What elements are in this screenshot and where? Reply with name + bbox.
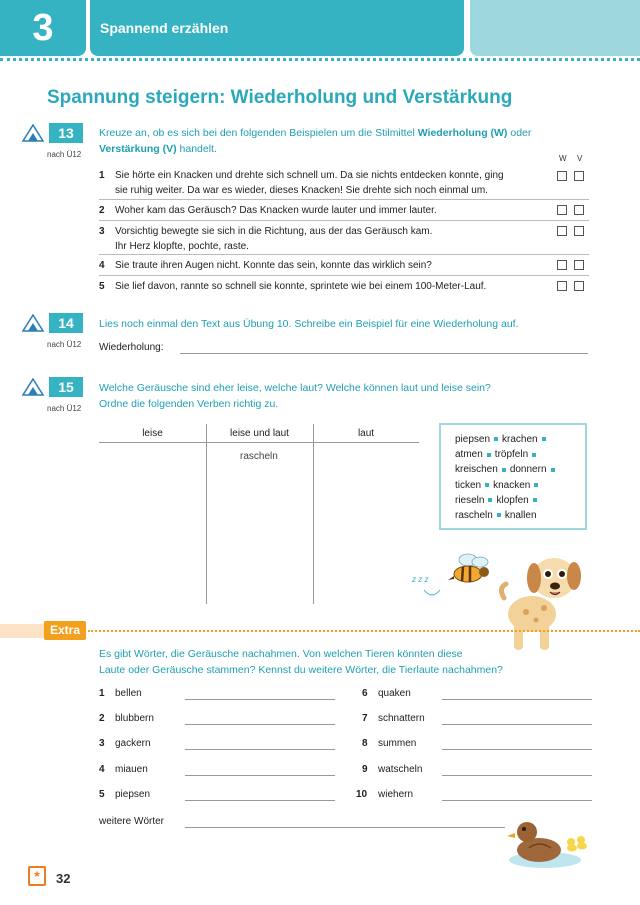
task-reference: nach Ü12 — [47, 340, 82, 349]
word-row: kreischen donnern — [455, 462, 585, 477]
level-triangle-icon — [22, 378, 44, 396]
list-item: 3 Vorsichtig bewegte sie sich in die Richtung, aus der das Geräusch kam. Ihr Herz klopfte, pochte, raste. — [99, 226, 433, 252]
chapter-title: Spannend erzählen — [100, 20, 229, 36]
svg-text:z z z: z z z — [412, 575, 429, 584]
page-title: Spannung steigern: Wiederholung und Verstärkung — [47, 87, 513, 108]
extra-band — [0, 624, 46, 638]
column-v-label: V — [577, 154, 583, 163]
repetition-label: Wiederholung: — [99, 342, 164, 353]
list-item: 2 Woher kam das Geräusch? Das Knacken wurde lauter und immer lauter. — [99, 205, 437, 216]
answer-line[interactable] — [185, 775, 335, 776]
animal-sound-word: bellen — [115, 688, 142, 699]
animal-sound-word: schnattern — [378, 713, 425, 724]
more-words-line[interactable] — [185, 827, 505, 828]
chapter-number: 3 — [0, 0, 86, 56]
answer-line[interactable] — [185, 699, 335, 700]
answer-line[interactable] — [442, 800, 592, 801]
word-row: ticken knacken — [455, 478, 585, 493]
task-15-instruction: Welche Geräusche sind eher leise, welche laut? Welche können laut und leise sein? Ordne die folgenden Verben richtig zu. — [99, 382, 491, 410]
column-header-quiet: leise — [142, 428, 163, 439]
divider — [99, 254, 589, 255]
item-number: 8 — [362, 738, 368, 749]
task-reference: nach Ü12 — [47, 404, 82, 413]
chapter-title-box — [90, 0, 464, 56]
task-number-13: 13 — [49, 123, 83, 143]
answer-line[interactable] — [185, 800, 335, 801]
item-number: 1 — [99, 688, 105, 699]
word-row: rieseln klopfen — [455, 493, 585, 508]
more-words-label: weitere Wörter — [99, 816, 165, 827]
animal-sound-word: blubbern — [115, 713, 154, 724]
answer-line[interactable] — [442, 775, 592, 776]
column-header-both: leise und laut — [230, 428, 289, 439]
header-divider — [0, 58, 640, 62]
checkbox-w-2[interactable] — [557, 205, 567, 215]
checkbox-w-5[interactable] — [557, 281, 567, 291]
answer-line[interactable] — [442, 749, 592, 750]
item-number: 2 — [99, 713, 105, 724]
word-row: atmen tröpfeln — [455, 447, 585, 462]
column-w-label: W — [559, 154, 567, 163]
answer-line[interactable] — [442, 699, 592, 700]
word-box — [439, 423, 587, 530]
checkbox-v-2[interactable] — [574, 205, 584, 215]
checkbox-v-1[interactable] — [574, 171, 584, 181]
task-reference: nach Ü12 — [47, 150, 82, 159]
column-header-loud: laut — [357, 428, 375, 439]
task-number-14: 14 — [49, 313, 83, 333]
list-item: 4 Sie traute ihren Augen nicht. Konnte das sein, konnte das wirklich sein? — [99, 260, 432, 271]
dog-illustration — [496, 548, 586, 658]
animal-sound-word: summen — [378, 738, 417, 749]
animal-sound-word: quaken — [378, 688, 411, 699]
task-number-15: 15 — [49, 377, 83, 397]
animal-sound-word: watscheln — [378, 764, 423, 775]
repetition-answer-line[interactable] — [180, 353, 588, 354]
page-badge-icon: * — [28, 866, 46, 886]
extra-label: Extra — [44, 621, 86, 640]
checkbox-v-4[interactable] — [574, 260, 584, 270]
word-row: piepsen krachen — [455, 432, 585, 447]
item-number: 4 — [99, 764, 105, 775]
checkbox-w-1[interactable] — [557, 171, 567, 181]
divider — [99, 220, 589, 221]
list-item: 5 Sie lief davon, rannte so schnell sie konnte, sprintete wie bei einem 100-Meter-Lauf. — [99, 281, 487, 292]
page-number: 32 — [56, 871, 71, 886]
checkbox-v-3[interactable] — [574, 226, 584, 236]
item-number: 6 — [362, 688, 368, 699]
level-triangle-icon — [22, 124, 44, 142]
checkbox-v-5[interactable] — [574, 281, 584, 291]
duck-illustration — [505, 810, 595, 870]
answer-line[interactable] — [185, 749, 335, 750]
header-decor — [470, 0, 640, 56]
extra-divider — [88, 630, 640, 633]
animal-sound-word: piepsen — [115, 789, 151, 800]
animal-sound-word: wiehern — [378, 789, 414, 800]
example-answer: rascheln — [240, 451, 278, 462]
answer-line[interactable] — [185, 724, 335, 725]
bee-illustration — [410, 550, 492, 600]
divider — [99, 275, 589, 276]
table-column-divider — [206, 424, 207, 604]
level-triangle-icon — [22, 314, 44, 332]
task-13-instruction: Kreuze an, ob es sich bei den folgenden Beispielen um die Stilmittel Wiederholung (W) oder Verstärkung (V) handelt. — [99, 127, 532, 155]
checkbox-w-4[interactable] — [557, 260, 567, 270]
checkbox-w-3[interactable] — [557, 226, 567, 236]
page-header — [0, 0, 640, 58]
item-number: 10 — [356, 789, 368, 800]
animal-sound-word: miauen — [115, 764, 148, 775]
extra-instruction: Es gibt Wörter, die Geräusche nachahmen. Von welchen Tieren könnten diese Laute oder Geräusche stammen? Kennst du weitere Wörter, die Tierlaute nachahmen? — [99, 648, 503, 676]
task-14-instruction: Lies noch einmal den Text aus Übung 10. Schreibe ein Beispiel für eine Wiederholung auf. — [99, 318, 519, 330]
table-header-line — [99, 442, 419, 443]
item-number: 5 — [99, 789, 105, 800]
item-number: 9 — [362, 764, 368, 775]
answer-line[interactable] — [442, 724, 592, 725]
item-number: 7 — [362, 713, 368, 724]
item-number: 3 — [99, 738, 105, 749]
list-item: 1 Sie hörte ein Knacken und drehte sich schnell um. Da sie nichts entdecken konnte, ging sie ruhig weiter. Da war es wieder, dieses Knacken! Sie drehte sich noch einmal um. — [99, 170, 504, 196]
word-row: rascheln knallen — [455, 510, 537, 522]
animal-sound-word: gackern — [115, 738, 151, 749]
table-column-divider — [313, 424, 314, 604]
divider — [99, 199, 589, 200]
